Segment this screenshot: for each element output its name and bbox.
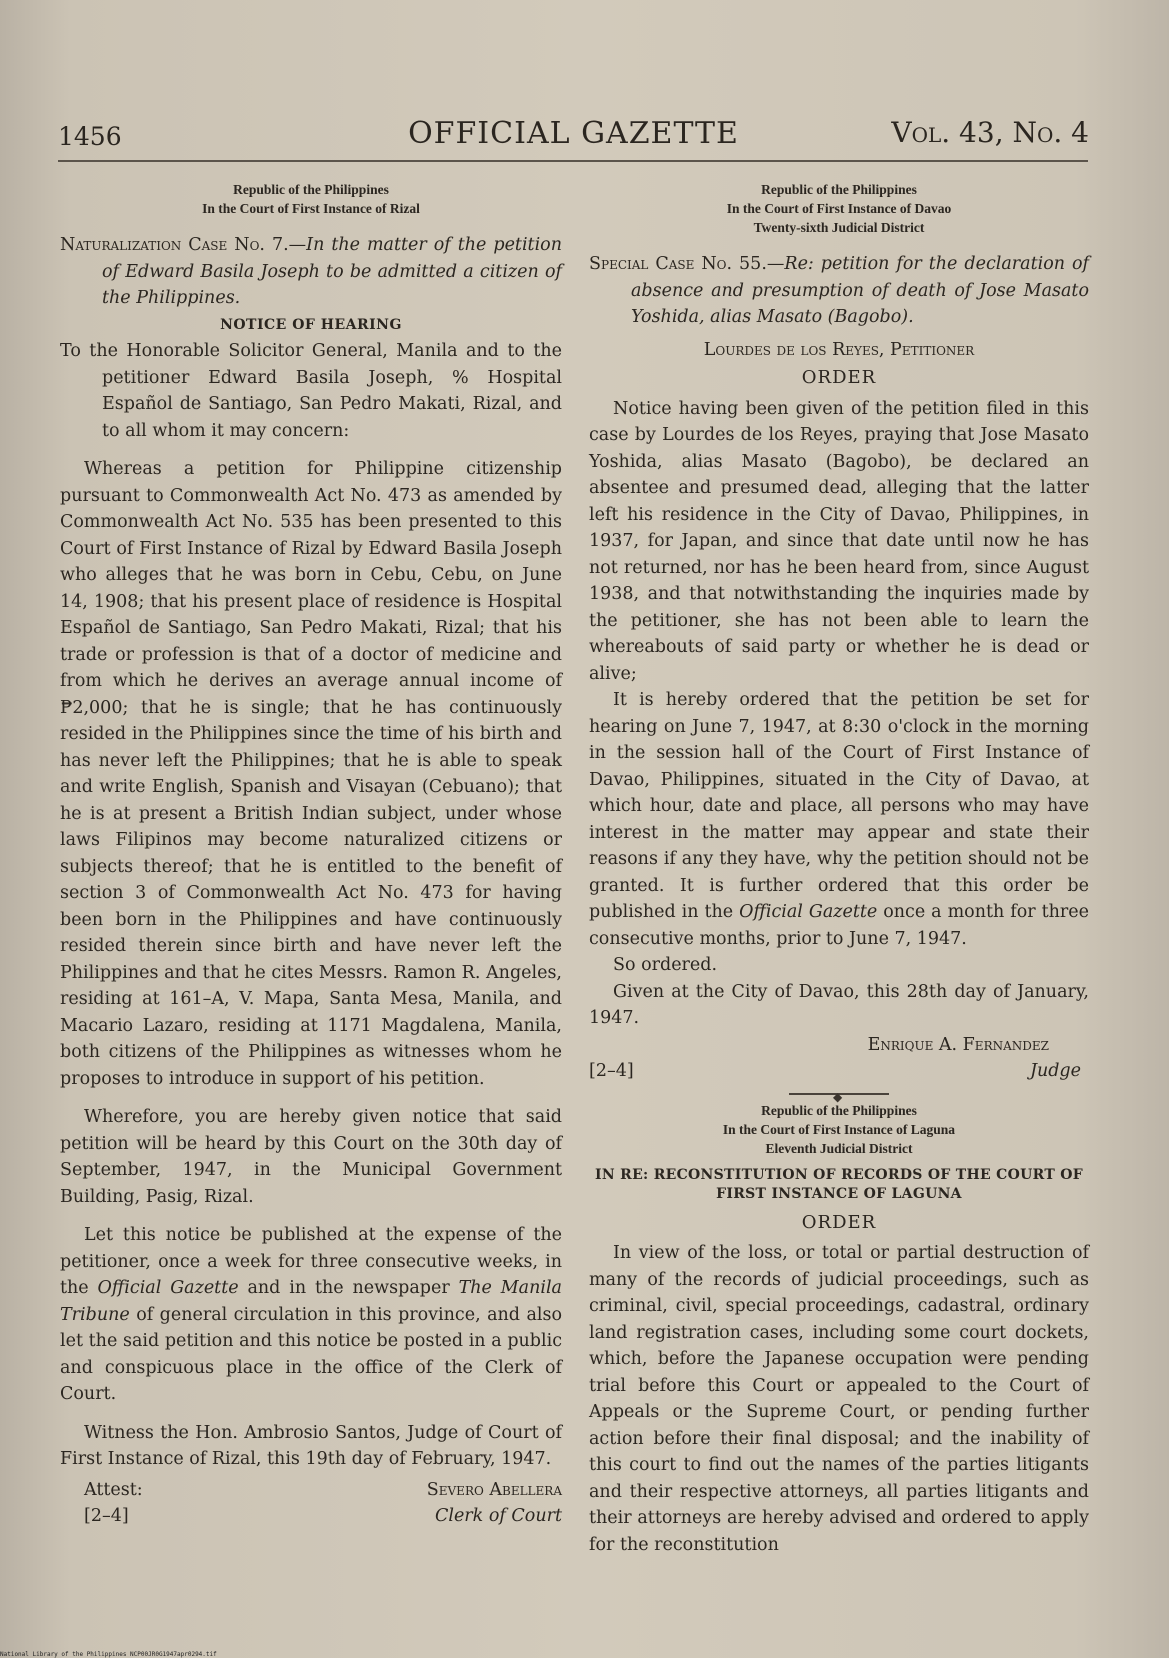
reconstitution-paragraph: In view of the loss, or total or partial destruction of many of the records of judicial proceedings, such as criminal, civil, special proceedings, cadastral, ordinary land registration cases, including some court dockets, which, before the Japanese occupation were pending trial before this Court or appealed to the Court of Appeals or the Supreme Court, or pending further action before their final disposal; and the inability of this court to find out the names of the parties litigants and their respective attorneys, all parties litigants and their attorneys are hereby advised and ordered to apply for the reconstitution: [589, 1243, 1089, 1555]
given-paragraph: Given at the City of Davao, this 28th day of January, 1947.: [589, 981, 1089, 1028]
notice-heading: NOTICE OF HEARING: [220, 316, 402, 333]
order-heading-1: ORDER: [801, 367, 877, 388]
page-number: 1456: [58, 122, 122, 151]
scan-footer: National Library of the Philippines NCP00JR0G1947apr0294.tif: [0, 1651, 217, 1658]
in-re-heading: IN RE: RECONSTITUTION OF RECORDS OF THE COURT OF FIRST INSTANCE OF LAGUNA: [595, 1166, 1083, 1202]
header-rule: [58, 160, 1088, 162]
page-header: [58, 108, 1089, 158]
court-caption-davao: Republic of the Philippines In the Court of First Instance of Davao Twenty-sixth Judicial District: [726, 182, 952, 235]
signature-block-left: [60, 1477, 562, 1530]
hearing-order-paragraph: It is hereby ordered that the petition be set for hearing on June 7, 1947, at 8:30 o'clock in the morning in the session hall of the Court of First Instance of Davao, Philippines, situated in the City of Davao, at which hour, date and place, all persons who may have interest in the matter may appear and state their reasons if any they have, why the petition should not be granted. It is further ordered that this order be published in the Official Gazette once a month for three consecutive months, prior to June 7, 1947.: [589, 690, 1089, 949]
volume-number: Vol. 43, No. 4: [891, 116, 1089, 149]
order-heading-2: ORDER: [801, 1211, 877, 1233]
judge-signature-block: [589, 1032, 1089, 1085]
right-column: [589, 180, 1089, 1558]
address-paragraph: To the Honorable Solicitor General, Manila and to the petitioner Edward Basila Joseph, % Hospital Español de Santiago, San Pedro Makati, Rizal, and to all whom it may concern:: [60, 341, 562, 441]
signer-name: Severo Abellera: [426, 1479, 562, 1500]
special-case-heading: Special Case No. 55.—Re: petition for the declaration of absence and presumption of death of Jose Masato Yoshida, alias Masato (Bagobo).: [589, 254, 1089, 327]
reference-code-right: [2–4]: [589, 1061, 634, 1081]
case-heading: Naturalization Case No. 7.—In the matter of the petition of Edward Basila Joseph to be admitted a citizen of the Philippines.: [60, 235, 562, 308]
signer-title: Clerk of Court: [434, 1506, 562, 1526]
petition-paragraph: Whereas a petition for Philippine citizenship pursuant to Commonwealth Act No. 473 as amended by Commonwealth Act No. 535 has been presented to this Court of First Instance of Rizal by Edward Basila Joseph who alleges that he was born in Cebu, Cebu, on June 14, 1908; that his present place of residence is Hospital Español de Santiago, San Pedro Makati, Rizal; that his trade or profession is that of a doctor of medicine and from which he derives an average annual income of ₱2,000; that he is single; that he has continuously resided in the Philippines since the time of his birth and has never left the Philippines; that he is able to speak and write English, Spanish and Visayan (Cebuano); that he is at present a British Indian subject, under whose laws Filipinos may become naturalized citizens or subjects thereof; that he is entitled to the benefit of section 3 of Commonwealth Act No. 473 for having been born in the Philippines and have continuously resided therein since birth and have never left the Philippines and that he cites Messrs. Ramon R. Angeles, residing at 161–A, V. Mapa, Santa Mesa, Manila, and Macario Lazaro, residing at 1171 Magdalena, Manila, both citizens of the Philippines as witnesses whom he proposes to introduce in support of his petition.: [60, 459, 562, 1089]
attest-label: Attest:: [84, 1479, 143, 1500]
petitioner-line: Lourdes de los Reyes, Petitioner: [703, 339, 975, 360]
hearing-paragraph: Wherefore, you are hereby given notice that said petition will be heard by this Court on the 30th day of September, 1947, in the Municipal Government Building, Pasig, Rizal.: [60, 1107, 562, 1207]
so-ordered: So ordered.: [613, 955, 718, 975]
judge-name: Enrique A. Fernandez: [867, 1034, 1049, 1055]
court-caption-laguna: Republic of the Philippines In the Court of First Instance of Laguna Eleventh Judicial District: [722, 1102, 956, 1156]
reference-code: [2–4]: [84, 1506, 129, 1526]
left-column: [60, 180, 562, 1530]
witness-paragraph: Witness the Hon. Ambrosio Santos, Judge of Court of First Instance of Rizal, this 19th day of February, 1947.: [60, 1422, 562, 1469]
judge-title: Judge: [1029, 1061, 1081, 1081]
court-caption-rizal: Republic of the Philippines In the Court of First Instance of Rizal: [202, 182, 420, 216]
publication-paragraph: Let this notice be published at the expense of the petitioner, once a week for three consecutive weeks, in the Official Gazette and in the newspaper The Manila Tribune of general circulation in this province, and also let the said petition and this notice be posted in a public and conspicuous place in the office of the Clerk of Court.: [60, 1225, 562, 1404]
publication-title: OFFICIAL GAZETTE: [408, 116, 739, 151]
section-divider: [789, 1093, 889, 1095]
notice-paragraph: Notice having been given of the petition filed in this case by Lourdes de los Reyes, praying that Jose Masato Yoshida, alias Masato (Bagobo), be declared an absentee and presumed dead, alleging that the latter left his residence in the City of Davao, Philippines, in 1937, for Japan, and since that date until now he has not returned, nor has he been heard from, since August 1938, and that notwithstanding the inquiries made by the petitioner, she has not been able to learn the whereabouts of said party or whether he is dead or alive;: [589, 398, 1089, 684]
